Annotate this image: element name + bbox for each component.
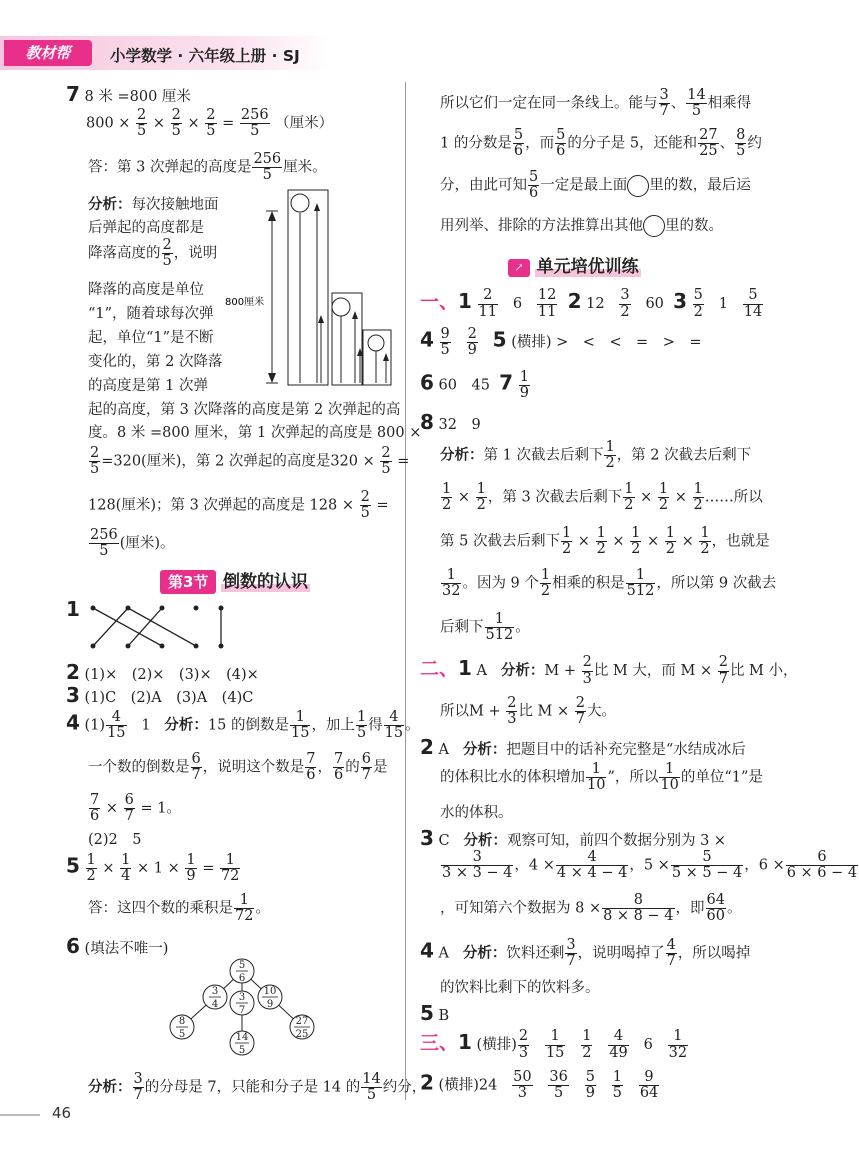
svg-text:10: 10 (263, 986, 277, 997)
blank-circle-icon (643, 215, 665, 237)
svg-text:5: 5 (238, 1045, 246, 1056)
sec2-q3-line1: 3 C 分析：观察可知，前四个数据分别为 3 × (420, 826, 727, 850)
q4-line-2: 一个数的倒数是 $\frac{6}{7}$ ，说明这个数是 $\frac{7}{6}$ ， $\frac{7}{6}$ 的 $\frac{6}{7}$ 是 (88, 751, 388, 784)
q3-line: 3 (1)C (2)A (3)A (4)C (66, 683, 254, 707)
section-title: 倒数的认识 (223, 572, 309, 592)
header-badge: 教材帮 (4, 40, 92, 66)
sec1-row4: 8 32 9 (420, 410, 481, 434)
left-q7-equation: 800 × $\frac{2}{5}$ × $\frac{2}{5}$ × $\frac{2}{5}$ = $\frac{256}{5}$ （厘米） (86, 107, 334, 140)
ball-1 (291, 194, 309, 212)
analysis-wide-3: $\frac{2}{5}$ =320(厘米)，第 2 次弹起的高度是320 × $\frac{2}{5}$ = (90, 445, 410, 478)
analysis-line-7: 变化的，第 2 次降落 (88, 354, 223, 370)
right-line-1: 所以它们一定在同一条线上。能与 $\frac{3}{7}$ 、 $\frac{14}{5}$ 相乘得 (440, 87, 752, 120)
header-title: 小学数学 · 六年级上册 · SJ (110, 47, 300, 65)
ball-3 (368, 335, 384, 351)
q6-analysis: 分析： $\frac{3}{7}$ 的分母是 7，只能和分子是 14 的 $\frac{14}{5}$ 约分， (88, 1071, 427, 1104)
q4-line-4: (2)2 5 (88, 832, 142, 848)
sec2-q2-line1: 2 A 分析：把题目中的话补充完整是“水结成冰后 (420, 735, 746, 759)
right-line-4: 用列举、排除的方法推算出其他 里的数。 (440, 214, 723, 237)
sec1-row2: 4 $\frac{9}{5}$ $\frac{2}{9}$ 5 (横排) > < < = > = (420, 326, 702, 359)
page-number: 46 (52, 1104, 72, 1122)
analysis-line-6: 起，单位“1”是不断 (88, 330, 214, 346)
sec3-q1-line: 三、1 (横排) $\frac{2}{3}$ $\frac{1}{15}$ $\frac{1}{2}$ $\frac{4}{49}$ 6 $\frac{1}{32}$ (420, 1028, 688, 1061)
bounce-box-1 (288, 190, 328, 385)
svg-text:4: 4 (211, 999, 219, 1010)
q1-matching-diagram (88, 605, 238, 650)
q6-line: 6 (填法不唯一) (66, 934, 169, 958)
left-q7-answer: 答：第 3 次弹起的高度是 $\frac{256}{5}$ 厘米。 (88, 151, 327, 184)
q4-line-1: 4 (1) $\frac{4}{15}$ 1 分析：15 的倒数是 $\frac{1}{15}$ ，加上 $\frac{1}{5}$ 得 $\frac{4}{15}$ 。 (66, 709, 420, 742)
svg-text:6: 6 (238, 973, 246, 984)
section-tag: 第3节 (160, 570, 216, 594)
sec2-q3-line2: $\frac{3}{3 \times 3 - 4}$ ，4 × $\frac{4}{4 \times 4 - 4}$ ，5 × $\frac{5}{5 \times 5 - 4}$ ，6 × $\frac{6}{6 \times 6 - 4}$ (442, 849, 858, 882)
section-heading (160, 567, 310, 592)
q6-tree-diagram (160, 955, 330, 1070)
a8-line-5: 后剩下 $\frac{1}{512}$ 。 (440, 611, 530, 644)
bounce-diagram (220, 185, 400, 390)
sec2-q4-line1: 4 A 分析：饮料还剩 $\frac{3}{7}$ ，说明喝掉了 $\frac{4}{7}$ ，所以喝掉 (420, 937, 751, 970)
q5-answer: 答：这四个数的乘积是 $\frac{1}{72}$ 。 (88, 892, 270, 925)
sec1-row1: 一、1 $\frac{2}{11}$ 6 $\frac{12}{11}$ 2 12 $\frac{3}{2}$ 60 3 $\frac{5}{2}$ 1 $\frac{5}{14}$ (420, 287, 763, 320)
svg-text:7: 7 (238, 1005, 246, 1016)
a8-line-1: 分析：第 1 次截去后剩下 $\frac{1}{2}$ ，第 2 次截去后剩下 (440, 439, 752, 472)
chart-trend-icon: ↗ (508, 259, 530, 277)
analysis-wide-2: 度。8 米 =800 厘米，第 1 次弹起的高度是 800 × (88, 425, 422, 441)
analysis-line-4: 降落的高度是单位 (88, 282, 204, 298)
a8-line-2: $\frac{1}{2}$ × $\frac{1}{2}$ ，第 3 次截去后剩下 $\frac{1}{2}$ × $\frac{1}{2}$ × $\frac{1}{2}$ ……所以 (442, 481, 763, 514)
sec2-q1-line2: 所以M + $\frac{2}{3}$ 比 M × $\frac{2}{7}$ 大。 (440, 695, 617, 728)
svg-text:14: 14 (235, 1032, 249, 1043)
right-line-3: 分，由此可知 $\frac{5}{6}$ 一定是最上面 里的数，最后运 (440, 169, 751, 202)
analysis-wide-1: 起的高度，第 3 次降落的高度是第 2 次弹起的高 (88, 402, 401, 418)
svg-text:5: 5 (178, 1029, 186, 1040)
q2-line: 2 (1)× (2)× (3)× (4)× (66, 660, 259, 684)
q5-line: 5 $\frac{1}{2}$ × $\frac{1}{4}$ × 1 × $\frac{1}{9}$ = $\frac{1}{72}$ (66, 852, 240, 885)
left-q7-line1: 7 8 米 =800 厘米 (66, 82, 191, 106)
diagram-label: 800厘米 (225, 297, 265, 308)
svg-text:3: 3 (238, 992, 246, 1003)
analysis-line-1: 分析：每次接触地面 (88, 197, 219, 213)
sec2-q1-line1: 二、1 A 分析：M + $\frac{2}{3}$ 比 M 大，而 M × $\frac{2}{7}$ 比 M 小， (420, 654, 798, 687)
sec2-q3-line3: ，可知第六个数据为 8 × $\frac{8}{8 \times 8 - 4}$ ，即 $\frac{64}{60}$ 。 (440, 892, 742, 925)
analysis-line-5: “1”，随着球每次弹 (88, 306, 214, 322)
sec1-row3: 6 60 45 7 $\frac{1}{9}$ (420, 369, 529, 402)
analysis-wide-4: 128(厘米)；第 3 次弹起的高度是 128 × $\frac{2}{5}$ = (88, 489, 389, 522)
a8-line-4: $\frac{1}{32}$ 。因为 9 个 $\frac{1}{2}$ 相乘的积是 $\frac{1}{512}$ ，所以第 9 次截去 (442, 567, 777, 600)
svg-text:9: 9 (266, 999, 274, 1010)
sec2-q2-line2: 的体积比水的体积增加 $\frac{1}{10}$ ”，所以 $\frac{1}{10}$ 的单位“1”是 (440, 761, 763, 794)
right-line-2: 1 的分数是 $\frac{5}{6}$ ，而 $\frac{5}{6}$ 的分子是 5，还能和 $\frac{27}{25}$ 、 $\frac{8}{5}$ 约 (440, 127, 762, 160)
column-divider (405, 82, 406, 1100)
svg-text:5: 5 (238, 960, 246, 971)
svg-text:3: 3 (211, 986, 219, 997)
footer-rule (0, 1114, 40, 1116)
blank-circle-icon (627, 175, 649, 197)
analysis-line-8: 的高度是第 1 次弹 (88, 378, 208, 394)
sec2-q4-line2: 的饮料比剩下的饮料多。 (440, 980, 600, 996)
sec3-q2-line: 2 (横排)24 $\frac{50}{3}$ $\frac{36}{5}$ $\frac{5}{9}$ $\frac{1}{5}$ $\frac{9}{64}$ (420, 1069, 659, 1102)
analysis-line-2: 后弹起的高度都是 (88, 220, 204, 236)
svg-text:25: 25 (295, 1029, 309, 1040)
ball-2 (332, 298, 350, 316)
q1-number: 1 (66, 597, 80, 621)
sec2-q5-line: 5 B (420, 1001, 450, 1025)
svg-text:8: 8 (178, 1016, 186, 1027)
svg-text:27: 27 (295, 1016, 309, 1027)
unit-title: ↗ 单元培优训练 (508, 252, 641, 277)
analysis-wide-5: $\frac{256}{5}$ (厘米)。 (90, 527, 175, 560)
a8-line-3: 第 5 次截去后剩下 $\frac{1}{2}$ × $\frac{1}{2}$ × $\frac{1}{2}$ × $\frac{1}{2}$ × $\frac{1}{2}$ ，也就是 (440, 525, 770, 558)
sec2-q2-line3: 水的体积。 (440, 805, 513, 821)
q4-line-3: $\frac{7}{6}$ × $\frac{6}{7}$ = 1。 (90, 792, 181, 825)
analysis-line-3: 降落高度的 $\frac{2}{5}$ ，说明 (88, 237, 218, 270)
